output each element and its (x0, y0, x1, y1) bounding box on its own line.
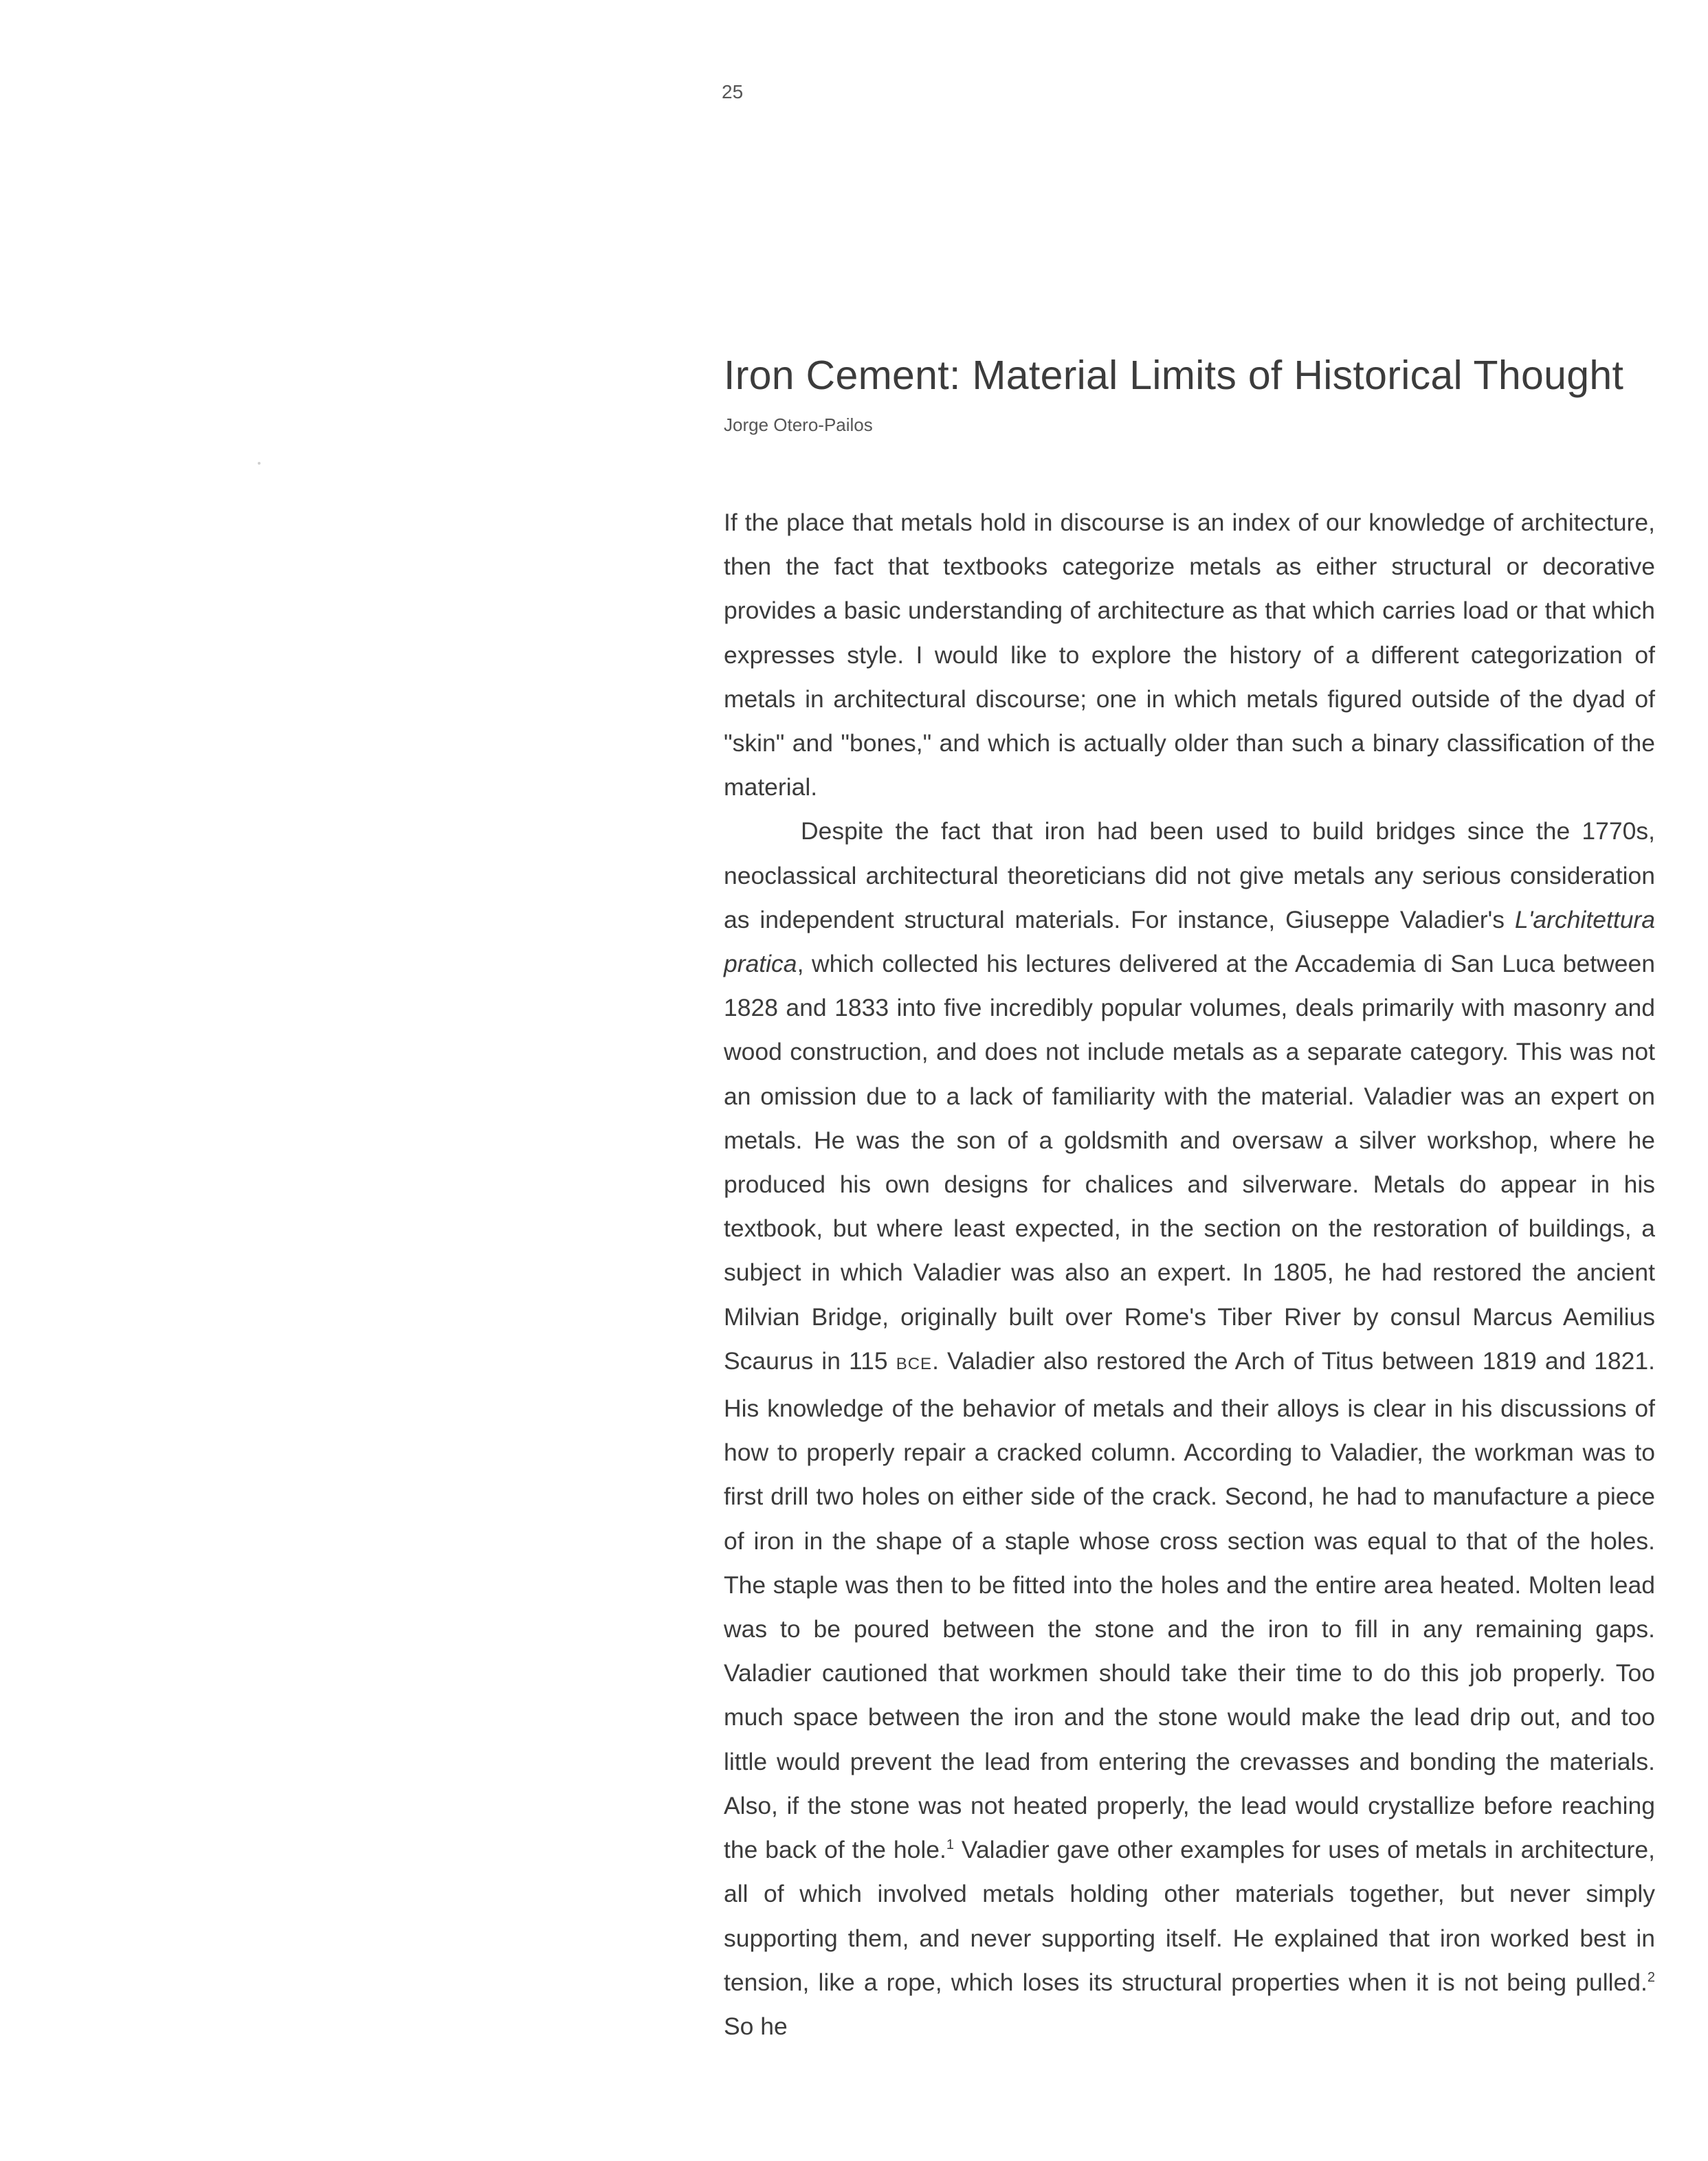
scan-speck (258, 462, 260, 465)
book-title-italic: L'architettura pratica (724, 905, 1655, 978)
paragraph-1: If the place that metals hold in discourse is an index of our knowledge of architecture, then the fact that textbooks categorize metals as either structural or decorative provides a basic understanding of architecture as that which carries load or that which expresses style. I would like to explore the history of a different categorization of metals in architectural discourse; one in which metals figured outside of the dyad of "skin" and "bones," and which is actually older than such a binary classification of the material. (724, 509, 1655, 801)
page-number: 25 (722, 81, 744, 102)
paragraph-2-text-e: So he (724, 2012, 788, 2040)
paragraph-2-text-a: Despite the fact that iron had been used to build bridges since the 1770s, neoclassical architectural theoreticians did not give metals any serious consideration as independent structural materials. For instance, Giuseppe Valadier's (724, 817, 1655, 933)
paragraph-2-text-d: Valadier gave other examples for uses of metals in architecture, all of which involved metals holding other materials together, but never simply supporting them, and never supporting itself. He explained that iron worked best in tension, like a rope, which loses its structural properties when it is not being pulled. (724, 1836, 1655, 1996)
article-body (724, 500, 1655, 2048)
paragraph-2 (724, 809, 1655, 2048)
article-title: Iron Cement: Material Limits of Historical Thought (724, 353, 1624, 398)
article-author: Jorge Otero-Pailos (724, 414, 873, 435)
paragraph-2-text-b: , which collected his lectures delivered at the Accademia di San Luca between 1828 and 1833 into five incredibly popular volumes, deals primarily with masonry and wood construction, and does not include metals as a separate category. This was not an omission due to a lack of familiarity with the material. Valadier was an expert on metals. He was the son of a goldsmith and oversaw a silver workshop, where he produced his own designs for chalices and silverware. Metals do appear in his textbook, but where least expected, in the section on the restoration of buildings, a subject in which Valadier was also an expert. In 1805, he had restored the ancient Milvian Bridge, originally built over Rome's Tiber River by consul Marcus Aemilius Scaurus in 115 (724, 950, 1655, 1375)
era-abbreviation: BCE (896, 1354, 933, 1373)
paragraph-2-text-c: . Valadier also restored the Arch of Titus between 1819 and 1821. His knowledge of the behavior of metals and their alloys is clear in his discussions of how to properly repair a cracked column. According to Valadier, the workman was to first drill two holes on either side of the crack. Second, he had to manufacture a piece of iron in the shape of a staple whose cross section was equal to that of the holes. The staple was then to be fitted into the holes and the entire area heated. Molten lead was to be poured between the stone and the iron to fill in any remaining gaps. Valadier cautioned that workmen should take their time to do this job properly. Too much space between the iron and the stone would make the lead drip out, and too little would prevent the lead from entering the crevasses and bonding the materials. Also, if the stone was not heated properly, the lead would crystallize before reaching the back of the hole. (724, 1347, 1655, 1864)
footnote-ref-1[interactable]: 1 (946, 1837, 954, 1853)
article (724, 344, 1655, 2048)
footnote-ref-2[interactable]: 2 (1647, 1969, 1655, 1985)
